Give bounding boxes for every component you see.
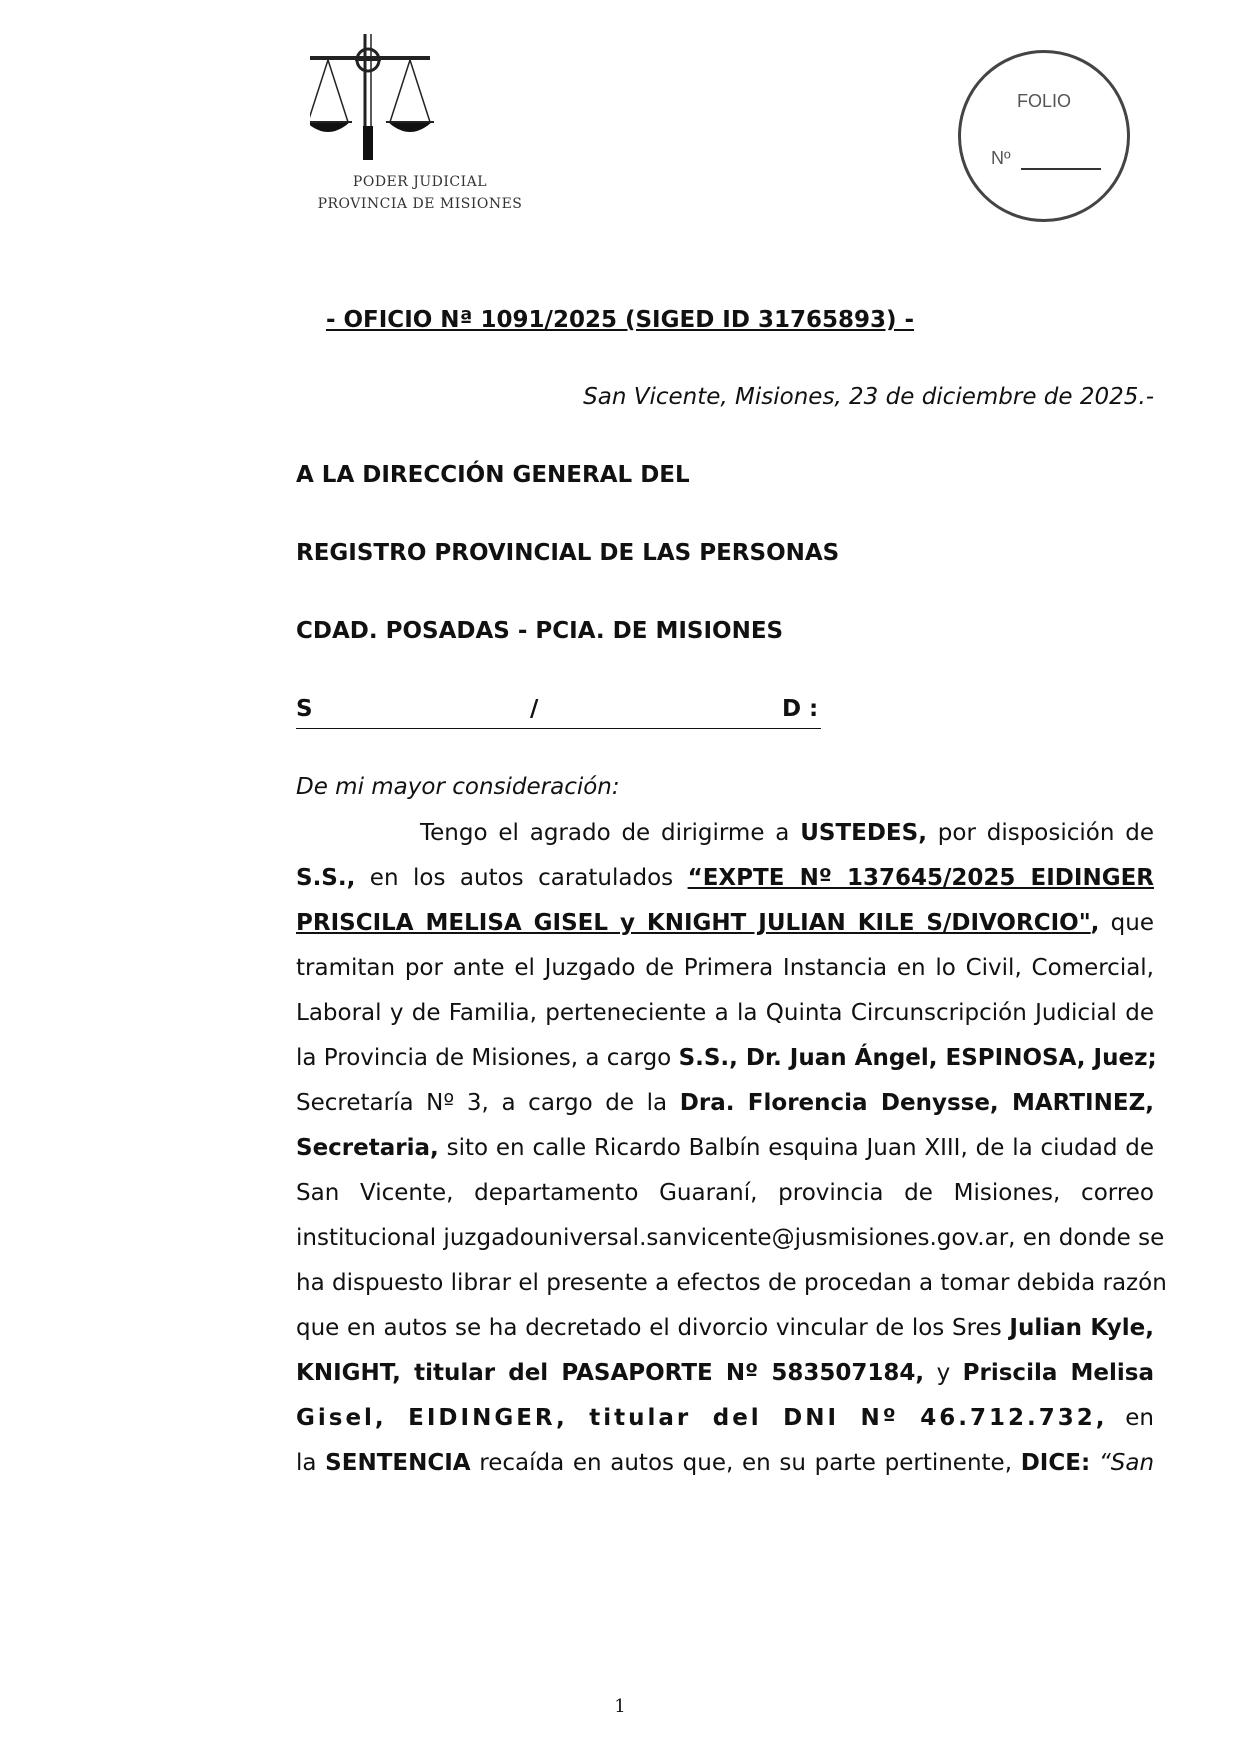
- body-text: que: [1099, 910, 1154, 936]
- case-title-part-2: PRISCILA MELISA GISEL y KNIGHT JULIAN KILE S/DIVORCIO": [296, 910, 1091, 936]
- body-line-3: [296, 908, 1154, 938]
- party-id: Gisel, EIDINGER, titular del DNI Nº 46.712.732,: [296, 1405, 1108, 1431]
- case-title-part-1: “EXPTE Nº 137645/2025 EIDINGER: [687, 865, 1155, 891]
- body-line-2: [296, 863, 1154, 893]
- body-bold: ,: [1090, 910, 1100, 936]
- place-date: San Vicente, Misiones, 23 de diciembre de 2025.-: [583, 384, 1154, 410]
- party-name: Julian Kyle,: [1009, 1315, 1154, 1341]
- body-line-12: [296, 1313, 1154, 1343]
- body-text: Secretaría Nº 3, a cargo de la: [296, 1090, 680, 1116]
- poder-judicial-seal: [310, 30, 530, 220]
- body-bold: Secretaria,: [296, 1135, 439, 1161]
- oficio-title: - OFICIO Nª 1091/2025 (SIGED ID 31765893) -: [325, 307, 915, 333]
- addressee-line-2: REGISTRO PROVINCIAL DE LAS PERSONAS: [296, 540, 840, 566]
- body-line-1: [420, 818, 1154, 848]
- sd-d: D: [782, 696, 802, 722]
- addressee-line-1: A LA DIRECCIÓN GENERAL DEL: [296, 462, 690, 488]
- body-text: por disposición de: [926, 820, 1154, 846]
- body-bold: DICE:: [1020, 1450, 1091, 1476]
- judge-name: S.S., Dr. Juan Ángel, ESPINOSA, Juez;: [678, 1045, 1157, 1071]
- body-line-10: institucional juzgadouniversal.sanvicente@jusmisiones.gov.ar, en donde se: [296, 1225, 1165, 1251]
- body-text: Tengo el agrado de dirigirme a: [420, 820, 801, 846]
- sd-colon: :: [809, 696, 819, 722]
- quote-start: “San: [1090, 1450, 1155, 1476]
- sd-s: S: [296, 696, 313, 722]
- party-name: Priscila Melisa: [962, 1360, 1154, 1386]
- body-line-14: [296, 1403, 1154, 1433]
- body-text: y: [924, 1360, 963, 1386]
- folio-label: FOLIO: [1016, 91, 1071, 111]
- secretary-name: Dra. Florencia Denysse, MARTINEZ,: [679, 1090, 1154, 1116]
- body-text: en: [1107, 1405, 1154, 1431]
- folio-stamp: [958, 50, 1130, 222]
- sd-line: [296, 694, 821, 729]
- folio-number-label: Nº: [991, 148, 1011, 168]
- party-id: KNIGHT, titular del PASAPORTE Nº 583507184,: [296, 1360, 925, 1386]
- body-line-4: tramitan por ante el Juzgado de Primera Instancia en lo Civil, Comercial,: [296, 955, 1154, 981]
- addressee-line-3: CDAD. POSADAS - PCIA. DE MISIONES: [296, 618, 784, 644]
- scales-of-justice-icon: [310, 30, 530, 170]
- folio-number-blank: [1021, 168, 1101, 170]
- seal-line-poder-judicial: PODER JUDICIAL: [352, 174, 488, 190]
- body-bold: S.S.,: [296, 865, 356, 891]
- seal-line-provincia: PROVINCIA DE MISIONES: [317, 196, 523, 212]
- body-text: la Provincia de Misiones, a cargo: [296, 1045, 679, 1071]
- body-line-11: ha dispuesto librar el presente a efectos de procedan a tomar debida razón: [296, 1270, 1167, 1296]
- salutation: De mi mayor consideración:: [296, 774, 620, 800]
- page-number: 1: [614, 1696, 626, 1717]
- body-line-5: Laboral y de Familia, perteneciente a la Quinta Circunscripción Judicial de: [296, 1000, 1154, 1026]
- body-text: la: [296, 1450, 326, 1476]
- body-line-7: [296, 1088, 1154, 1118]
- body-bold: USTEDES,: [800, 820, 927, 846]
- body-line-8: [296, 1133, 1154, 1163]
- body-line-9: San Vicente, departamento Guaraní, provincia de Misiones, correo: [296, 1180, 1154, 1206]
- sd-slash: /: [530, 696, 539, 722]
- body-line-15: [296, 1448, 1154, 1478]
- body-line-13: [296, 1358, 1154, 1388]
- body-text: recaída en autos que, en su parte pertinente,: [470, 1450, 1021, 1476]
- body-line-6: [296, 1043, 1157, 1073]
- body-text: que en autos se ha decretado el divorcio vincular de los Sres: [296, 1315, 1010, 1341]
- body-text: en los autos caratulados: [355, 865, 688, 891]
- body-bold: SENTENCIA: [325, 1450, 471, 1476]
- body-text: sito en calle Ricardo Balbín esquina Juan XIII, de la ciudad de: [438, 1135, 1154, 1161]
